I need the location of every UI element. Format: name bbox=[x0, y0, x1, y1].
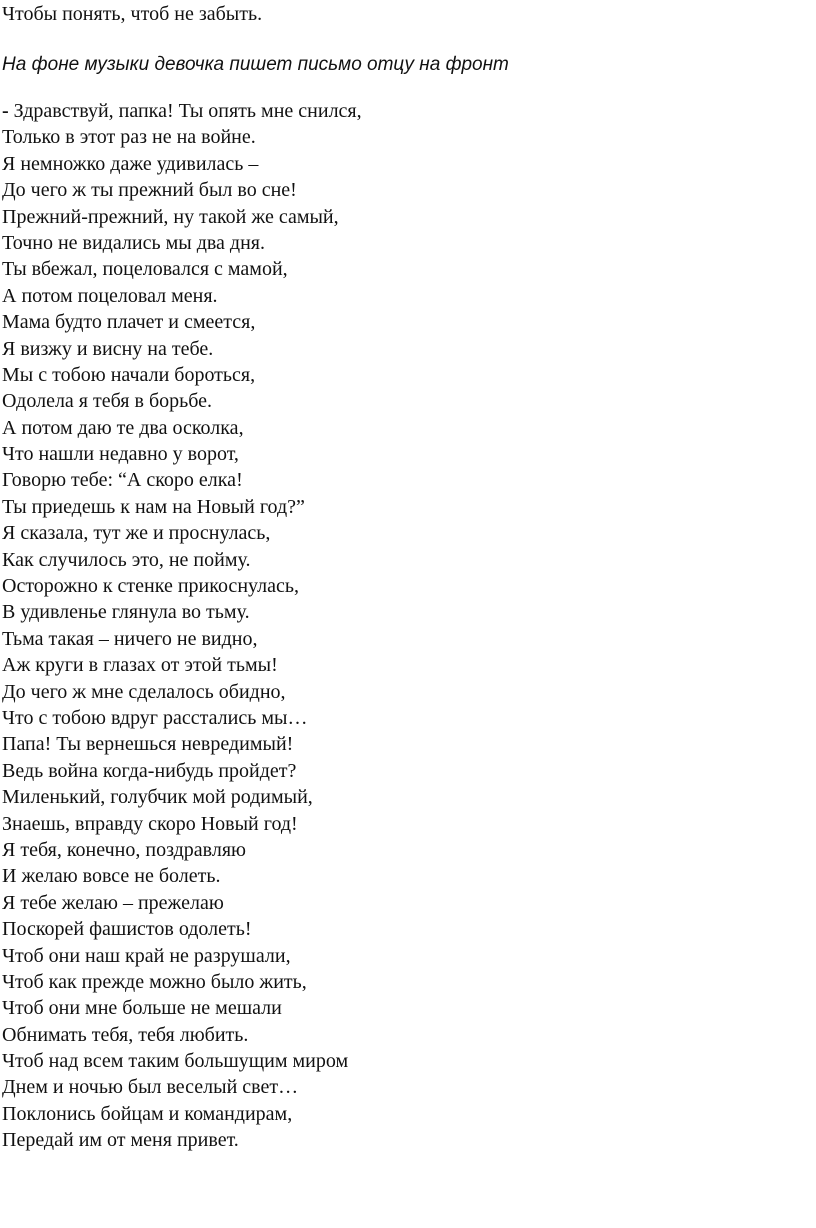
poem-line: Одолела я тебя в борьбе. bbox=[2, 390, 213, 413]
poem-line: Я тебя, конечно, поздравляю bbox=[2, 838, 246, 861]
poem-line: До чего ж ты прежний был во сне! bbox=[2, 179, 297, 202]
poem-line: Я сказала, тут же и проснулась, bbox=[2, 522, 271, 545]
poem-line: Мама будто плачет и смеется, bbox=[2, 311, 256, 334]
poem-line: Миленький, голубчик мой родимый, bbox=[2, 786, 313, 809]
poem-line: Что нашли недавно у ворот, bbox=[2, 443, 239, 466]
poem-line: Чтоб они наш край не разрушали, bbox=[2, 944, 291, 967]
poem-line: Днем и ночью был веселый свет… bbox=[2, 1076, 299, 1099]
poem-text bbox=[2, 98, 362, 1154]
poem-line: Чтоб как прежде можно было жить, bbox=[2, 970, 307, 993]
poem-line: Обнимать тебя, тебя любить. bbox=[2, 1023, 249, 1046]
poem-line: Поклонись бойцам и командирам, bbox=[2, 1102, 293, 1125]
poem-line: Что с тобою вдруг расстались мы… bbox=[2, 706, 308, 729]
poem-line: Тьма такая – ничего не видно, bbox=[2, 627, 258, 650]
poem-line: Говорю тебе: “А скоро елка! bbox=[2, 469, 243, 492]
poem-line: Точно не видались мы два дня. bbox=[2, 231, 265, 254]
poem-line: Мы с тобою начали бороться, bbox=[2, 363, 256, 386]
poem-line: Только в этот раз не на войне. bbox=[2, 126, 256, 149]
poem-line: Ведь война когда-нибудь пройдет? bbox=[2, 759, 297, 782]
poem-dash: - bbox=[2, 100, 9, 122]
poem-line: Я немножко даже удивилась – bbox=[2, 152, 259, 175]
poem-line: А потом даю те два осколка, bbox=[2, 416, 244, 439]
poem-line: Ты приедешь к нам на Новый год?” bbox=[2, 495, 305, 518]
poem-line: Аж круги в глазах от этой тьмы! bbox=[2, 654, 278, 677]
poem-line bbox=[2, 98, 362, 124]
poem-line: Как случилось это, не пойму. bbox=[2, 548, 251, 571]
poem-line: Поскорей фашистов одолеть! bbox=[2, 918, 252, 941]
poem-line: Я тебе желаю – прежелаю bbox=[2, 891, 224, 914]
poem-line: Папа! Ты вернешься невредимый! bbox=[2, 733, 294, 756]
poem-line: В удивленье глянула во тьму. bbox=[2, 601, 250, 624]
poem-line: Передай им от меня привет. bbox=[2, 1129, 239, 1152]
poem-line: Чтоб над всем таким большущим миром bbox=[2, 1050, 349, 1073]
document-heading: Чтобы понять, чтоб не забыть. bbox=[2, 3, 263, 25]
poem-line: Знаешь, вправду скоро Новый год! bbox=[2, 812, 298, 835]
poem-line: И желаю вовсе не болеть. bbox=[2, 865, 221, 888]
poem-line: Я визжу и висну на тебе. bbox=[2, 337, 214, 360]
document-subtitle: На фоне музыки девочка пишет письмо отцу на фронт bbox=[2, 54, 509, 75]
poem-line: До чего ж мне сделалось обидно, bbox=[2, 680, 286, 703]
poem-line-text: Здравствуй, папка! Ты опять мне снился, bbox=[8, 100, 362, 122]
poem-line: Чтоб они мне больше не мешали bbox=[2, 997, 282, 1020]
poem-line: Прежний-прежний, ну такой же самый, bbox=[2, 205, 339, 228]
poem-line: А потом поцеловал меня. bbox=[2, 284, 218, 307]
poem-line: Ты вбежал, поцеловался с мамой, bbox=[2, 258, 288, 281]
poem-line: Осторожно к стенке прикоснулась, bbox=[2, 575, 299, 598]
